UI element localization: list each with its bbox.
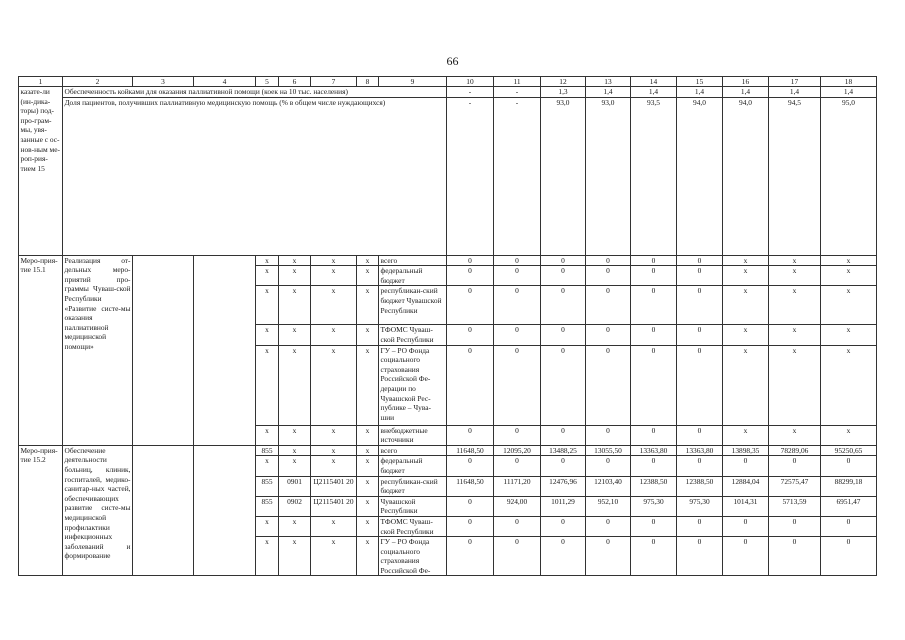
indicator-name: Обеспеченность койками для оказания паллиативной помощи (коек на 10 тыс. населения) [63,87,447,98]
indicator-value: - [494,87,541,98]
target-article-code: x [311,445,357,456]
funding-value: 12884,04 [723,476,769,496]
funding-value: 0 [494,286,541,325]
target-article-code: x [311,325,357,345]
funding-value: x [821,425,877,445]
column-number: 1 [19,77,63,87]
indicator-value: 93,0 [586,97,631,255]
funding-value: x [821,266,877,286]
funding-value: 0 [541,266,586,286]
column-number: 9 [379,77,447,87]
funding-value: x [723,345,769,425]
expense-type-code: x [357,266,379,286]
section-code: x [279,286,311,325]
funding-value: x [821,345,877,425]
funding-source: Чувашской Республики [379,496,447,516]
funding-value: 0 [494,516,541,536]
funding-value: 0 [631,286,677,325]
indicator-row [19,97,877,255]
funding-value: x [769,255,821,266]
indicator-value: 93,5 [631,97,677,255]
column-number: 4 [194,77,256,87]
funding-value: x [769,325,821,345]
funding-value: 1014,31 [723,496,769,516]
funding-value: 0 [447,266,494,286]
grbs-code: x [256,345,279,425]
funding-value: 0 [447,286,494,325]
funding-value: 924,00 [494,496,541,516]
funding-source: федеральный бюджет [379,456,447,476]
funding-value: 12103,40 [586,476,631,496]
funding-value: 0 [541,286,586,325]
funding-value: 0 [494,345,541,425]
funding-value: 0 [586,286,631,325]
funding-value: 88299,18 [821,476,877,496]
indicator-value: 1,3 [541,87,586,98]
measure-name: Реализация от-дельных меро-приятий про-граммы Чуваш-ской Республики «Развитие систе-мы оказания паллиативной медицинской помощи» [63,255,133,445]
funding-value: 0 [677,456,723,476]
funding-value: 0 [447,496,494,516]
section-code: x [279,266,311,286]
measure-label: Меро-прия-тие 15.2 [19,445,63,576]
funding-value: x [769,266,821,286]
section-code: x [279,255,311,266]
column-number: 17 [769,77,821,87]
funding-value: 0 [821,516,877,536]
funding-value: 13898,35 [723,445,769,456]
grbs-code: x [256,425,279,445]
target-article-code: Ц2115401 20 [311,476,357,496]
grbs-code: x [256,266,279,286]
funding-value: 12388,50 [677,476,723,496]
section-code: x [279,537,311,576]
expense-type-code: x [357,345,379,425]
funding-value: 0 [494,456,541,476]
funding-value: 0 [586,266,631,286]
indicator-value: 1,4 [677,87,723,98]
indicator-value: - [494,97,541,255]
funding-value: x [821,325,877,345]
expense-type-code: x [357,325,379,345]
column-number: 10 [447,77,494,87]
section-code: x [279,516,311,536]
funding-value: 13363,80 [631,445,677,456]
grbs-code: x [256,456,279,476]
column-number: 11 [494,77,541,87]
funding-value: x [723,255,769,266]
column-number: 16 [723,77,769,87]
funding-value: 0 [586,516,631,536]
column-number-row [19,77,877,87]
expense-type-code: x [357,496,379,516]
target-article-code: x [311,425,357,445]
funding-value: 0 [631,537,677,576]
indicator-value: 1,4 [631,87,677,98]
funding-value: 0 [769,516,821,536]
expense-type-code: x [357,286,379,325]
indicator-value: 94,5 [769,97,821,255]
funding-value: 0 [769,537,821,576]
grbs-code: 855 [256,476,279,496]
executor-cell [133,255,194,445]
funding-value: 0 [631,425,677,445]
funding-value: 0 [447,537,494,576]
funding-value: x [723,266,769,286]
section-code: 0901 [279,476,311,496]
funding-source: республикан-ский бюджет [379,476,447,496]
funding-value: 0 [447,516,494,536]
funding-row [19,255,877,266]
funding-value: 13488,25 [541,445,586,456]
funding-value: 0 [541,255,586,266]
funding-value: 0 [541,456,586,476]
program-table [18,76,877,576]
funding-source: ТФОМС Чуваш-ской Республики [379,325,447,345]
indicator-value: 94,0 [723,97,769,255]
target-article-code: x [311,516,357,536]
grbs-code: x [256,286,279,325]
funding-value: 0 [447,255,494,266]
funding-value: 12095,20 [494,445,541,456]
funding-value: 11648,50 [447,445,494,456]
funding-value: 0 [586,325,631,345]
indicator-value: 94,0 [677,97,723,255]
target-article-code: Ц2115401 20 [311,496,357,516]
funding-value: 0 [631,456,677,476]
funding-source: ГУ – РО Фонда социального страхования Российской Фе- [379,537,447,576]
funding-value: 11648,50 [447,476,494,496]
indicator-value: 1,4 [769,87,821,98]
funding-value: 12476,96 [541,476,586,496]
funding-value: 0 [541,537,586,576]
grbs-code: x [256,325,279,345]
funding-value: 0 [723,516,769,536]
grbs-code: x [256,516,279,536]
funding-value: 0 [541,425,586,445]
funding-value: 0 [494,325,541,345]
column-number: 8 [357,77,379,87]
funding-value: 0 [631,325,677,345]
funding-value: 0 [631,516,677,536]
funding-source: федеральный бюджет [379,266,447,286]
target-article-code: x [311,286,357,325]
funding-value: 6951,47 [821,496,877,516]
target-article-code: x [311,345,357,425]
grbs-code: x [256,255,279,266]
funding-value: 0 [631,345,677,425]
funding-value: 0 [494,425,541,445]
funding-value: 0 [821,456,877,476]
column-number: 5 [256,77,279,87]
funding-value: 0 [586,537,631,576]
indicator-value: - [447,87,494,98]
funding-value: 952,10 [586,496,631,516]
funding-source: ГУ – РО Фонда социального страхования Российской Фе-дерации по Чувашской Рес-публике – Чува-шии [379,345,447,425]
funding-value: x [821,286,877,325]
funding-value: 0 [447,425,494,445]
column-number: 12 [541,77,586,87]
funding-source: республикан-ский бюджет Чувашской Республики [379,286,447,325]
funding-value: 72575,47 [769,476,821,496]
indicator-value: 1,4 [723,87,769,98]
column-number: 18 [821,77,877,87]
funding-source: внебюджетные источники [379,425,447,445]
funding-value: 0 [677,325,723,345]
section-code: x [279,456,311,476]
section-code: x [279,445,311,456]
funding-row [19,445,877,456]
expense-type-code: x [357,255,379,266]
funding-value: 13055,50 [586,445,631,456]
funding-value: 0 [677,345,723,425]
column-number: 2 [63,77,133,87]
column-number: 6 [279,77,311,87]
funding-value: 0 [631,266,677,286]
executor-cell [133,445,194,576]
measure-label: Меро-прия-тие 15.1 [19,255,63,445]
funding-value: 0 [494,255,541,266]
funding-value: 975,30 [631,496,677,516]
funding-value: 78289,06 [769,445,821,456]
funding-value: 11171,20 [494,476,541,496]
funding-value: 0 [677,537,723,576]
expense-type-code: x [357,456,379,476]
section-code: x [279,425,311,445]
column-number: 15 [677,77,723,87]
funding-value: 0 [447,345,494,425]
expense-type-code: x [357,516,379,536]
funding-value: 0 [821,537,877,576]
indicator-value: 93,0 [541,97,586,255]
grbs-code: 855 [256,496,279,516]
funding-source: ТФОМС Чуваш-ской Республики [379,516,447,536]
funding-source: всего [379,445,447,456]
expense-type-code: x [357,476,379,496]
expense-type-code: x [357,445,379,456]
indicator-value: 1,4 [586,87,631,98]
funding-value: 0 [769,456,821,476]
column-number: 7 [311,77,357,87]
grbs-code: x [256,537,279,576]
indicator-row [19,87,877,98]
expense-type-code: x [357,537,379,576]
grbs-code: 855 [256,445,279,456]
column-number: 14 [631,77,677,87]
column-number: 3 [133,77,194,87]
funding-value: 0 [586,456,631,476]
funding-value: 0 [541,325,586,345]
funding-value: 95250,65 [821,445,877,456]
funding-value: x [723,425,769,445]
indicator-value: - [447,97,494,255]
funding-value: 0 [586,345,631,425]
funding-value: x [769,425,821,445]
page-number: 66 [446,54,459,68]
funding-value: 0 [677,516,723,536]
expense-type-code: x [357,425,379,445]
indicator-value: 1,4 [821,87,877,98]
funding-value: 975,30 [677,496,723,516]
funding-value: 0 [541,345,586,425]
column-number: 13 [586,77,631,87]
funding-value: 0 [677,425,723,445]
funding-value: 5713,59 [769,496,821,516]
participant-cell [194,255,256,445]
funding-value: x [769,286,821,325]
target-article-code: x [311,456,357,476]
target-article-code: x [311,266,357,286]
funding-value: 12388,50 [631,476,677,496]
funding-value: 0 [677,255,723,266]
funding-value: x [723,286,769,325]
funding-value: 0 [677,266,723,286]
funding-value: 0 [677,286,723,325]
funding-value: 0 [447,456,494,476]
table-body [19,77,877,576]
funding-value: 0 [723,456,769,476]
funding-value: 0 [586,425,631,445]
funding-value: 0 [723,537,769,576]
funding-value: x [769,345,821,425]
section-code: x [279,345,311,425]
funding-value: 0 [541,516,586,536]
funding-value: 0 [494,537,541,576]
funding-value: x [723,325,769,345]
funding-value: x [821,255,877,266]
target-article-code: x [311,255,357,266]
indicator-value: 95,0 [821,97,877,255]
funding-value: 13363,80 [677,445,723,456]
section-code: x [279,325,311,345]
participant-cell [194,445,256,576]
target-article-code: x [311,537,357,576]
funding-value: 0 [631,255,677,266]
funding-value: 1011,29 [541,496,586,516]
funding-value: 0 [494,266,541,286]
funding-source: всего [379,255,447,266]
funding-value: 0 [586,255,631,266]
indicator-section-label: казате-ли (ин-дика-торы) под-про-грам-мы, увя-занные с ос-нов-ным ме-роп-рия-тием 15 [19,87,63,256]
measure-name: Обеспечение деятельности больниц, клиник, госпиталей, медико-санитар-ных частей, обеспечивающих развитие систе-мы медицинской профилактики инфекционных заболеваний и формирование [63,445,133,576]
section-code: 0902 [279,496,311,516]
funding-value: 0 [447,325,494,345]
indicator-name: Доля пациентов, получивших паллиативную медицинскую помощь (% в общем числе нуждающихся) [63,97,447,255]
